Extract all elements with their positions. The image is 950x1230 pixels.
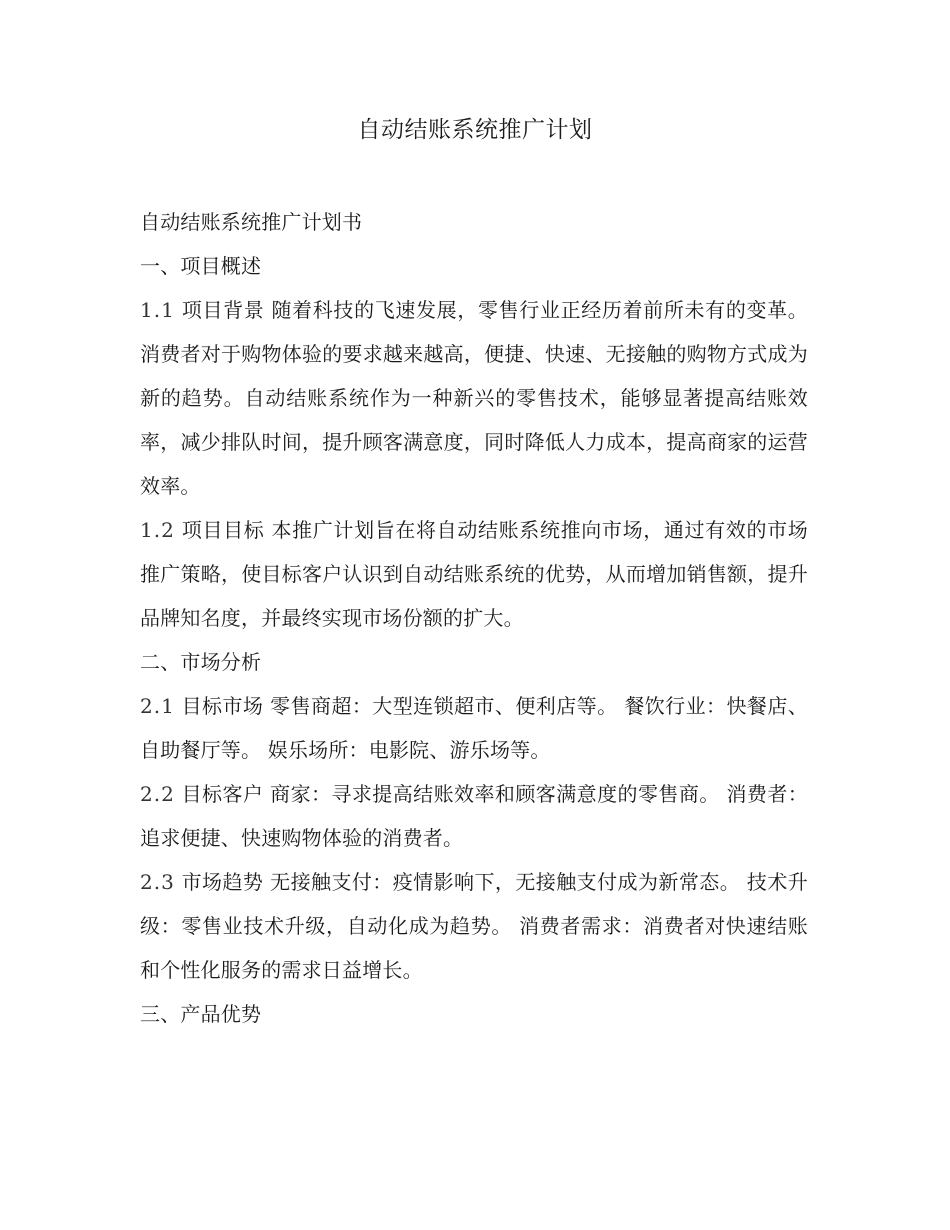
paragraph-text: 项目目标 本推广计划旨在将自动结账系统推向市场，通过有效的市场推广策略，使目标客户认识到自动结账系统的优势，从而增加销售额，提升品牌知名度，并最终实现市场份额的扩大。	[140, 518, 808, 630]
section-heading-1	[140, 244, 808, 288]
paragraph-number: 1.2	[140, 518, 175, 542]
paragraph-number: 2.1	[140, 694, 175, 718]
paragraph-text: 自动结账系统推广计划书	[140, 210, 363, 234]
paragraph-number: 2.2	[140, 782, 175, 806]
document-body	[140, 200, 808, 1036]
paragraph-number: 1.1	[140, 298, 175, 322]
paragraph-text: 目标市场 零售商超：大型连锁超市、便利店等。 餐饮行业：快餐店、自助餐厅等。 娱乐场所：电影院、游乐场等。	[140, 694, 808, 762]
paragraph-number: 2.3	[140, 870, 175, 894]
paragraph-text: 二、市场分析	[140, 650, 262, 674]
paragraph-text: 市场趋势 无接触支付：疫情影响下，无接触支付成为新常态。 技术升级：零售业技术升级，自动化成为趋势。 消费者需求：消费者对快速结账和个性化服务的需求日益增长。	[140, 870, 808, 982]
document-title: 自动结账系统推广计划	[357, 117, 593, 143]
paragraph-2-1	[140, 684, 808, 772]
section-heading-3	[140, 992, 808, 1036]
paragraph-1-2	[140, 508, 808, 640]
section-heading-2	[140, 640, 808, 684]
paragraph-2-2	[140, 772, 808, 860]
paragraph-text: 目标客户 商家：寻求提高结账效率和顾客满意度的零售商。 消费者：追求便捷、快速购物体验的消费者。	[140, 782, 808, 850]
paragraph-text: 一、项目概述	[140, 254, 262, 278]
paragraph-text: 项目背景 随着科技的飞速发展，零售行业正经历着前所未有的变革。消费者对于购物体验的要求越来越高，便捷、快速、无接触的购物方式成为新的趋势。自动结账系统作为一种新兴的零售技术，能够显著提高结账效率，减少排队时间，提升顾客满意度，同时降低人力成本，提高商家的运营效率。	[140, 298, 808, 498]
paragraph-2-3	[140, 860, 808, 992]
paragraph-1-1	[140, 288, 808, 508]
paragraph-text: 三、产品优势	[140, 1002, 262, 1026]
plan-subtitle	[140, 200, 808, 244]
